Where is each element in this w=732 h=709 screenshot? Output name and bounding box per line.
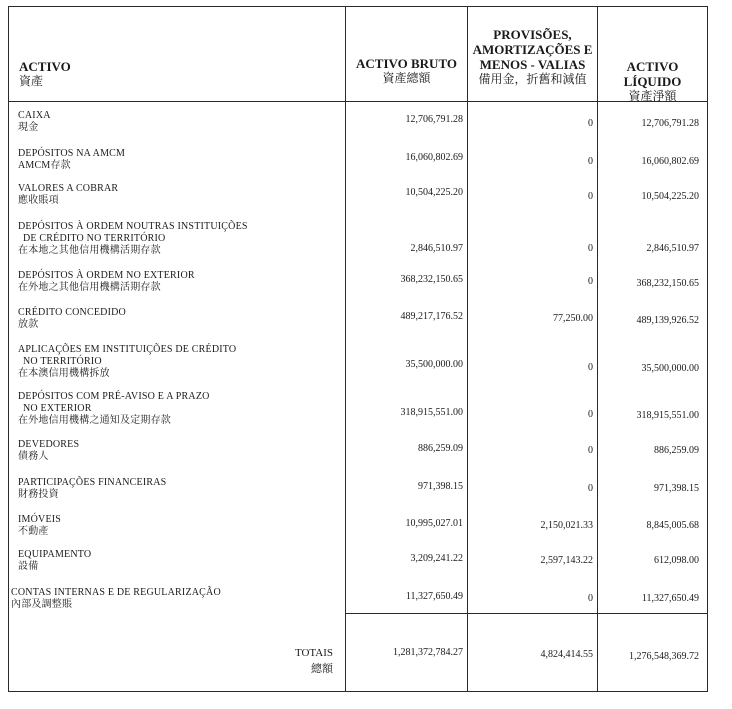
row-label-zh: 在外地信用機構之通知及定期存款 bbox=[18, 415, 171, 426]
row-label bbox=[18, 148, 338, 172]
totals-label bbox=[249, 645, 333, 677]
cell-activo-bruto: 368,232,150.65 bbox=[400, 274, 463, 285]
header-provisoes-line3: MENOS - VALIAS bbox=[479, 57, 586, 72]
row-label-pt: APLICAÇÕES EM INSTITUIÇÕES DE CRÉDITO bbox=[18, 344, 237, 355]
cell-activo-bruto: 971,398.15 bbox=[418, 481, 463, 492]
cell-activo-bruto: 12,706,791.28 bbox=[405, 114, 463, 125]
cell-provisoes: 0 bbox=[588, 593, 593, 604]
cell-activo-liquido: 368,232,150.65 bbox=[636, 278, 699, 289]
row-label-zh: 不動產 bbox=[18, 526, 49, 537]
row-label bbox=[18, 477, 338, 501]
cell-provisoes: 0 bbox=[588, 118, 593, 129]
row-label-pt: PARTICIPAÇÕES FINANCEIRAS bbox=[18, 477, 167, 488]
cell-activo-liquido: 11,327,650.49 bbox=[641, 593, 699, 604]
row-label-zh: 債務人 bbox=[18, 451, 49, 462]
row-label bbox=[18, 307, 338, 331]
header-activo-liquido-zh: 資產淨額 bbox=[628, 89, 677, 103]
column-divider bbox=[597, 7, 598, 691]
row-label-pt: DEPÓSITOS COM PRÉ-AVISO E A PRAZO bbox=[18, 391, 210, 402]
cell-activo-liquido: 16,060,802.69 bbox=[641, 156, 699, 167]
row-label-pt: DEVEDORES bbox=[18, 439, 80, 450]
row-label bbox=[18, 549, 338, 573]
row-label-pt-cont: DE CRÉDITO NO TERRITÓRIO bbox=[23, 233, 166, 244]
cell-activo-bruto: 10,504,225.20 bbox=[405, 187, 463, 198]
cell-activo-bruto: 2,846,510.97 bbox=[410, 243, 463, 254]
row-label bbox=[18, 183, 338, 207]
cell-provisoes: 0 bbox=[588, 156, 593, 167]
cell-provisoes: 2,597,143.22 bbox=[540, 555, 593, 566]
cell-activo-bruto: 489,217,176.52 bbox=[400, 311, 463, 322]
row-label bbox=[18, 439, 338, 463]
total-activo-bruto: 1,281,372,784.27 bbox=[393, 647, 463, 658]
balance-sheet-table bbox=[8, 6, 708, 692]
row-label-zh: 在本澳信用機構拆放 bbox=[18, 368, 110, 379]
header-provisoes-line2: AMORTIZAÇÕES E bbox=[472, 42, 593, 57]
row-label-pt: EQUIPAMENTO bbox=[18, 549, 92, 560]
cell-provisoes: 2,150,021.33 bbox=[540, 520, 593, 531]
cell-provisoes: 0 bbox=[588, 276, 593, 287]
row-label-pt: DEPÓSITOS À ORDEM NO EXTERIOR bbox=[18, 270, 195, 281]
row-label-zh: 應收賬項 bbox=[18, 195, 59, 206]
row-label-zh: 設備 bbox=[18, 561, 39, 572]
cell-provisoes: 0 bbox=[588, 362, 593, 373]
row-label-zh: 放款 bbox=[18, 319, 39, 330]
total-activo-liquido: 1,276,548,369.72 bbox=[629, 651, 699, 662]
row-label-zh: 在外地之其他信用機構活期存款 bbox=[18, 282, 161, 293]
cell-provisoes: 0 bbox=[588, 409, 593, 420]
cell-provisoes: 0 bbox=[588, 483, 593, 494]
row-label-pt: DEPÓSITOS NA AMCM bbox=[18, 148, 126, 159]
cell-activo-liquido: 10,504,225.20 bbox=[641, 191, 699, 202]
row-label bbox=[18, 391, 338, 427]
cell-activo-liquido: 35,500,000.00 bbox=[641, 363, 699, 374]
cell-activo-liquido: 12,706,791.28 bbox=[641, 118, 699, 129]
row-label bbox=[18, 514, 338, 538]
header-activo-zh: 資產 bbox=[19, 74, 44, 88]
column-divider bbox=[345, 7, 346, 691]
totals-label-pt: TOTAIS bbox=[294, 647, 333, 659]
header-activo-pt: ACTIVO bbox=[19, 59, 71, 74]
row-label bbox=[18, 344, 338, 380]
row-label bbox=[18, 221, 338, 257]
column-divider bbox=[467, 7, 468, 691]
header-provisoes bbox=[468, 27, 597, 87]
cell-activo-liquido: 489,139,926.52 bbox=[636, 315, 699, 326]
header-provisoes-line1: PROVISÕES, bbox=[493, 27, 572, 42]
row-label-pt: CAIXA bbox=[18, 110, 51, 121]
header-activo-liquido bbox=[598, 59, 707, 104]
totals-label-zh: 總額 bbox=[311, 663, 333, 675]
cell-activo-liquido: 971,398.15 bbox=[654, 483, 699, 494]
cell-activo-bruto: 11,327,650.49 bbox=[405, 591, 463, 602]
header-activo-bruto bbox=[346, 56, 467, 86]
totals-divider bbox=[345, 613, 707, 614]
cell-provisoes: 0 bbox=[588, 243, 593, 254]
row-label-pt: VALORES A COBRAR bbox=[18, 183, 119, 194]
row-label bbox=[18, 110, 338, 134]
header-activo-liquido-pt: ACTIVO LÍQUIDO bbox=[623, 59, 682, 89]
cell-activo-liquido: 8,845,005.68 bbox=[646, 520, 699, 531]
header-provisoes-zh: 備用金，折舊和減值 bbox=[478, 72, 587, 86]
total-provisoes: 4,824,414.55 bbox=[540, 649, 593, 660]
cell-activo-bruto: 318,915,551.00 bbox=[400, 407, 463, 418]
cell-activo-bruto: 35,500,000.00 bbox=[405, 359, 463, 370]
row-label bbox=[18, 270, 338, 294]
row-label-pt: DEPÓSITOS À ORDEM NOUTRAS INSTITUIÇÕES bbox=[18, 221, 248, 232]
cell-activo-liquido: 612,098.00 bbox=[654, 555, 699, 566]
cell-activo-bruto: 886,259.09 bbox=[418, 443, 463, 454]
row-label bbox=[11, 587, 331, 611]
cell-provisoes: 0 bbox=[588, 191, 593, 202]
cell-activo-liquido: 318,915,551.00 bbox=[636, 410, 699, 421]
row-label-pt: IMÓVEIS bbox=[18, 514, 62, 525]
row-label-pt: CONTAS INTERNAS E DE REGULARIZAÇÃO bbox=[11, 587, 221, 598]
cell-activo-bruto: 10,995,027.01 bbox=[405, 518, 463, 529]
cell-activo-bruto: 3,209,241.22 bbox=[410, 553, 463, 564]
row-label-zh: 在本地之其他信用機構活期存款 bbox=[18, 245, 161, 256]
cell-activo-bruto: 16,060,802.69 bbox=[405, 152, 463, 163]
cell-provisoes: 77,250.00 bbox=[553, 313, 593, 324]
row-label-zh: 內部及調整賬 bbox=[11, 599, 73, 610]
header-activo-bruto-pt: ACTIVO BRUTO bbox=[356, 56, 457, 71]
row-label-zh: 現金 bbox=[18, 122, 39, 133]
cell-activo-liquido: 886,259.09 bbox=[654, 445, 699, 456]
header-activo-bruto-zh: 資產總額 bbox=[382, 71, 431, 85]
row-label-zh: AMCM存款 bbox=[18, 160, 71, 171]
cell-activo-liquido: 2,846,510.97 bbox=[646, 243, 699, 254]
cell-provisoes: 0 bbox=[588, 445, 593, 456]
row-label-pt-cont: NO TERRITÓRIO bbox=[23, 356, 102, 367]
row-label-pt-cont: NO EXTERIOR bbox=[23, 403, 92, 414]
header-activo bbox=[19, 59, 71, 89]
row-label-zh: 財務投資 bbox=[18, 489, 59, 500]
row-label-pt: CRÉDITO CONCEDIDO bbox=[18, 307, 126, 318]
